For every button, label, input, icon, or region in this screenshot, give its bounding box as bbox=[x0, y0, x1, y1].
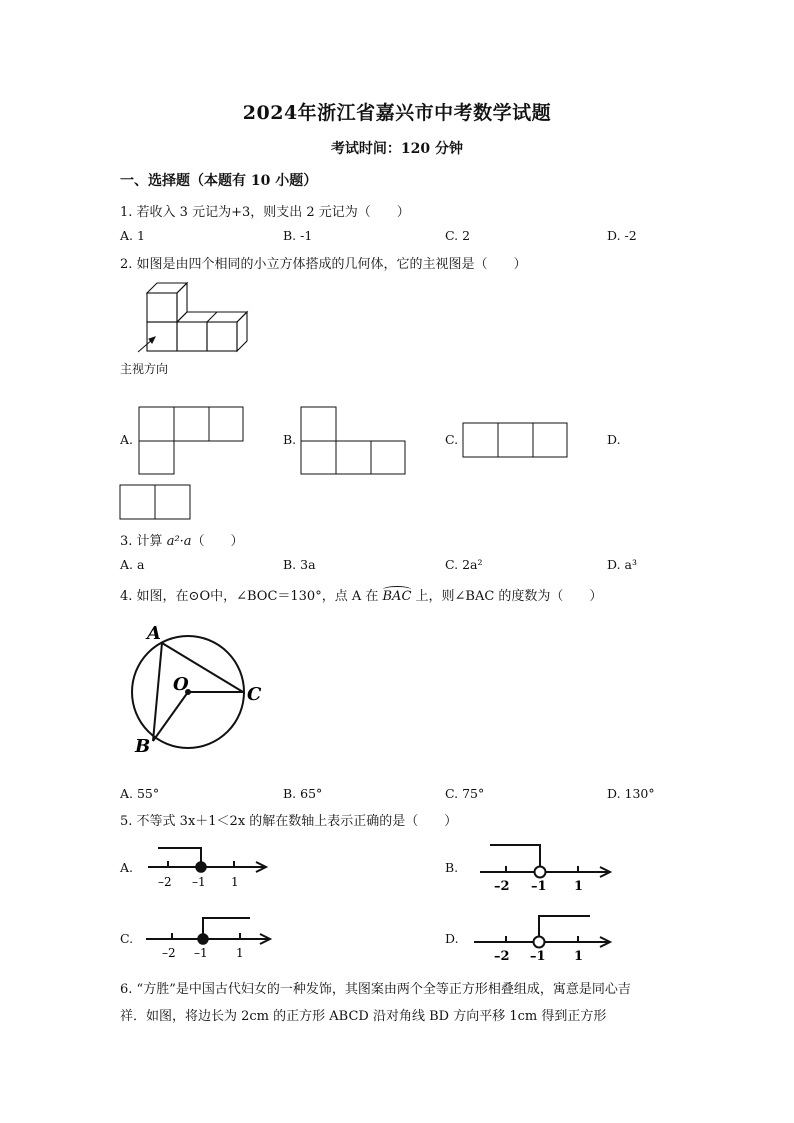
q4-option-d: D. 130° bbox=[607, 786, 655, 801]
q3-option-a: A. a bbox=[120, 557, 145, 572]
tick-label: –1 bbox=[530, 949, 546, 962]
cube-top-top bbox=[147, 283, 187, 293]
question-6-line-1 bbox=[120, 978, 631, 997]
exam-time: 考试时间：120 分钟 bbox=[330, 141, 464, 157]
q5-option-b-numberline bbox=[470, 840, 620, 892]
question-text-suffix: （ ） bbox=[191, 534, 244, 549]
question-number: 2. bbox=[120, 257, 133, 272]
q2-option-a: A. bbox=[120, 432, 134, 447]
section-heading: 一、选择题（本题有 10 小题） bbox=[120, 173, 318, 189]
figure-caption: 主视方向 bbox=[120, 362, 169, 376]
tick-label: –2 bbox=[494, 879, 510, 892]
tick-label: –1 bbox=[192, 875, 206, 889]
q5-option-d: D. bbox=[445, 931, 459, 946]
q1-option-c: C. 2 bbox=[445, 228, 471, 243]
label-b: B bbox=[135, 736, 151, 757]
tick-label: –2 bbox=[162, 946, 176, 960]
tick-label: –1 bbox=[194, 946, 208, 960]
tick-label: 1 bbox=[231, 875, 239, 889]
solid-point bbox=[198, 934, 208, 944]
label-a: A bbox=[147, 623, 161, 644]
q5-option-b: B. bbox=[445, 860, 459, 875]
q2-option-c-figure bbox=[462, 422, 570, 460]
question-number: 4. bbox=[120, 589, 133, 604]
question-2 bbox=[120, 253, 527, 272]
question-text: 如图是由四个相同的小立方体搭成的几何体，它的主视图是（ ） bbox=[136, 257, 527, 272]
tick-label: –1 bbox=[531, 879, 547, 892]
question-number: 6. bbox=[120, 982, 133, 997]
expression: a²·a bbox=[166, 534, 192, 549]
q2-option-c: C. bbox=[445, 432, 459, 447]
cube-solid-figure bbox=[118, 278, 258, 358]
cube-bottom-2 bbox=[177, 322, 207, 351]
q4-option-b: B. 65° bbox=[283, 786, 323, 801]
cube-bottom-3 bbox=[207, 322, 237, 351]
q5-option-d-numberline bbox=[468, 908, 618, 962]
q5-option-c-numberline bbox=[142, 910, 282, 960]
tick-label: –2 bbox=[158, 875, 172, 889]
page-title: 2024年浙江省嘉兴市中考数学试题 bbox=[242, 102, 552, 124]
arc-bac: BAC bbox=[382, 589, 412, 604]
cube-bottom-right bbox=[237, 312, 247, 351]
question-number: 5. bbox=[120, 814, 133, 829]
q3-option-b: B. 3a bbox=[283, 557, 316, 572]
q4-option-c: C. 75° bbox=[445, 786, 485, 801]
label-c: C bbox=[247, 684, 262, 705]
cube-bottom-1 bbox=[147, 322, 177, 351]
q5-option-c: C. bbox=[120, 931, 134, 946]
q2-option-d: D. bbox=[607, 432, 621, 447]
q3-option-d: D. a³ bbox=[607, 557, 637, 572]
question-text: 若收入 3 元记为+3，则支出 2 元记为（ ） bbox=[136, 205, 410, 220]
q1-option-d: D. -2 bbox=[607, 228, 637, 243]
label-o: O bbox=[173, 674, 189, 695]
question-text: 不等式 3x＋1＜2x 的解在数轴上表示正确的是（ ） bbox=[136, 814, 458, 829]
q3-option-c: C. 2a² bbox=[445, 557, 483, 572]
question-5 bbox=[120, 810, 457, 829]
q5-option-a-numberline bbox=[140, 840, 280, 890]
question-text-a: 如图，在⊙O中，∠BOC＝130°，点 A 在 bbox=[136, 589, 383, 604]
q1-option-b: B. -1 bbox=[283, 228, 313, 243]
question-text-prefix: 计算 bbox=[136, 534, 167, 549]
question-number: 3. bbox=[120, 534, 133, 549]
circle-figure bbox=[125, 620, 275, 760]
question-1 bbox=[120, 201, 410, 220]
tick-label: 1 bbox=[236, 946, 244, 960]
tick-label: 1 bbox=[574, 879, 584, 892]
q5-option-a: A. bbox=[120, 860, 134, 875]
question-text-b: 上，则∠BAC 的度数为（ ） bbox=[411, 589, 603, 604]
cube-top-right bbox=[177, 283, 187, 322]
solid-point bbox=[196, 862, 206, 872]
question-text: “方胜”是中国古代妇女的一种发饰，其图案由两个全等正方形相叠组成，寓意是同心吉 bbox=[136, 982, 631, 997]
question-6-line-2: 祥．如图，将边长为 2cm 的正方形 ABCD 沿对角线 BD 方向平移 1cm 得到正方形 bbox=[120, 1009, 607, 1024]
q1-option-a: A. 1 bbox=[120, 228, 145, 243]
cube-top-front bbox=[147, 293, 177, 322]
q2-option-a-figure bbox=[138, 406, 246, 476]
question-number: 1. bbox=[120, 205, 133, 220]
tick-label: –2 bbox=[494, 949, 510, 962]
question-3 bbox=[120, 530, 244, 549]
q2-option-b: B. bbox=[283, 432, 297, 447]
tick-label: 1 bbox=[574, 949, 584, 962]
q2-option-b-figure bbox=[300, 406, 408, 476]
q4-option-a: A. 55° bbox=[120, 786, 160, 801]
hollow-point bbox=[534, 937, 545, 948]
hollow-point bbox=[535, 867, 546, 878]
q2-option-d-figure bbox=[119, 484, 193, 522]
question-4 bbox=[120, 585, 602, 604]
